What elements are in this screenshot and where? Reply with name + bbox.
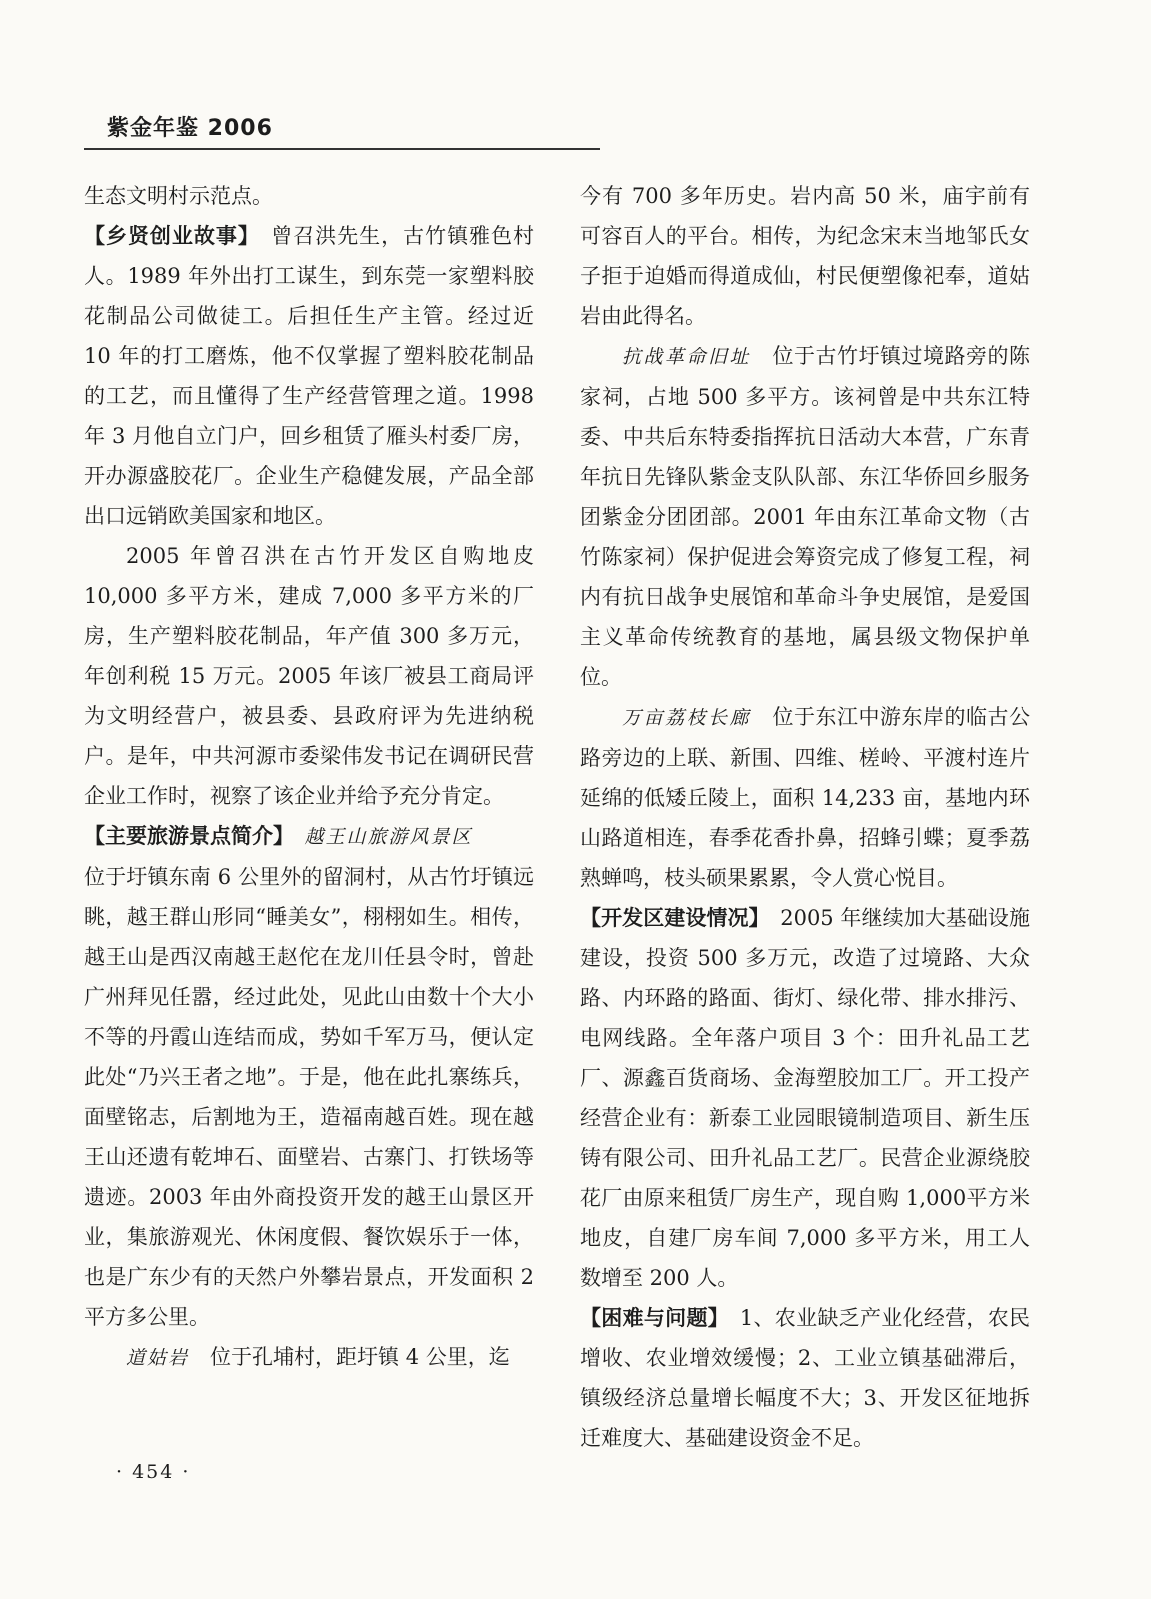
attraction-entry <box>580 697 1030 898</box>
attraction-title: 越王山旅游风景区 <box>304 826 473 848</box>
section-difficulties <box>580 1298 1030 1458</box>
paragraph-text: 位于东江中游东岸的临古公路旁边的上联、新围、四维、槎岭、平渡村连片延绵的低矮丘陵上，面积 14,233 亩，基地内环山路道相连，春季花香扑鼻，招蜂引蝶；夏季荔熟蝉鸣，枝头硕果累累，令人赏心悦目。 <box>580 705 1030 890</box>
section-heading: 【开发区建设情况】 <box>580 906 760 930</box>
attraction-title: 万亩荔枝长廊 <box>622 707 751 729</box>
left-column <box>84 176 534 1378</box>
paragraph <box>84 176 534 216</box>
paragraph-text: 曾召洪先生，古竹镇雅色村人。1989 年外出打工谋生，到东莞一家塑料胶花制品公司做徒工。后担任生产主管。经过近 10 年的打工磨炼，他不仅掌握了塑料胶花制品的工艺，而且懂得了生产经营管理之道。1998 年 3 月他自立门户，回乡租赁了雁头村委厂房，开办源盛胶花厂。企业生产稳健发展，产品全部出口远销欧美国家和地区。 <box>84 224 535 528</box>
section-heading: 【主要旅游景点简介】 <box>84 824 284 848</box>
section-development-zone <box>580 898 1030 1298</box>
attraction-entry <box>84 1337 534 1378</box>
attraction-title: 道姑岩 <box>126 1347 190 1369</box>
paragraph-text: 2005 年曾召洪在古竹开发区自购地皮 10,000 多平方米，建成 7,000 多平方米的厂房，生产塑料胶花制品，年产值 300 多万元，年创利税 15 万元。2005 年该厂被县工商局评为文明经营户，被县委、县政府评为先进纳税户。是年，中共河源市委梁伟发书记在调研民营企业工作时，视察了该企业并给予充分肯定。 <box>84 544 534 808</box>
paragraph-text: 生态文明村示范点。 <box>84 184 273 208</box>
section-tourist-attractions <box>84 816 534 1337</box>
running-header: 紫金年鉴 2006 <box>107 116 273 141</box>
section-heading: 【乡贤创业故事】 <box>84 224 250 248</box>
header-rule <box>84 148 600 150</box>
right-column <box>580 176 1030 1458</box>
paragraph <box>580 176 1030 336</box>
paragraph-text: 1、农业缺乏产业化经营，农民增收、农业增效缓慢；2、工业立镇基础滞后，镇级经济总量增长幅度不大；3、开发区征地拆迁难度大、基础建设资金不足。 <box>580 1306 1030 1450</box>
paragraph-text: 位于古竹圩镇过境路旁的陈家祠，占地 500 多平方。该祠曾是中共东江特委、中共后东特委指挥抗日活动大本营，广东青年抗日先锋队紫金支队队部、东江华侨回乡服务团紫金分团团部。2001 年由东江革命文物（古竹陈家祠）保护促进会筹资完成了修复工程，祠内有抗日战争史展馆和革命斗争史展馆，是爱国主义革命传统教育的基地，属县级文物保护单位。 <box>580 344 1030 689</box>
section-entrepreneur-story <box>84 216 534 536</box>
paragraph-text: 位于圩镇东南 6 公里外的留洞村，从古竹圩镇远眺，越王群山形同“睡美女”，栩栩如生。相传，越王山是西汉南越王赵佗在龙川任县令时，曾赴广州拜见任嚣，经过此处，见此山由数十个大小不等的丹霞山连结而成，势如千军万马，便认定此处“乃兴王者之地”。于是，他在此扎寨练兵，面壁铭志，后割地为王，造福南越百姓。现在越王山还遗有乾坤石、面壁岩、古寨门、打铁场等遗迹。2003 年由外商投资开发的越王山景区开业，集旅游观光、休闲度假、餐饮娱乐于一体，也是广东少有的天然户外攀岩景点，开发面积 2 平方多公里。 <box>84 865 534 1329</box>
page-number: · 454 · <box>116 1461 191 1483</box>
attraction-entry <box>580 336 1030 697</box>
paragraph-text: 2005 年继续加大基础设施建设，投资 500 多万元，改造了过境路、大众路、内环路的路面、街灯、绿化带、排水排污、电网线路。全年落户项目 3 个：田升礼品工艺厂、源鑫百货商场、金海塑胶加工厂。开工投产经营企业有：新泰工业园眼镜制造项目、新生压铸有限公司、田升礼品工艺厂。民营企业源绕胶花厂由原来租赁厂房生产，现自购 1,000平方米地皮，自建厂房车间 7,000 多平方米，用工人数增至 200 人。 <box>580 906 1030 1290</box>
paragraph <box>84 536 534 816</box>
paragraph-text: 今有 700 多年历史。岩内高 50 米，庙宇前有可容百人的平台。相传，为纪念宋末当地邹氏女子拒于迫婚而得道成仙，村民便塑像祀奉，道姑岩由此得名。 <box>580 184 1030 328</box>
paragraph-text: 位于孔埔村，距圩镇 4 公里，迄 <box>189 1345 510 1369</box>
attraction-title: 抗战革命旧址 <box>622 346 751 368</box>
section-heading: 【困难与问题】 <box>580 1306 719 1330</box>
